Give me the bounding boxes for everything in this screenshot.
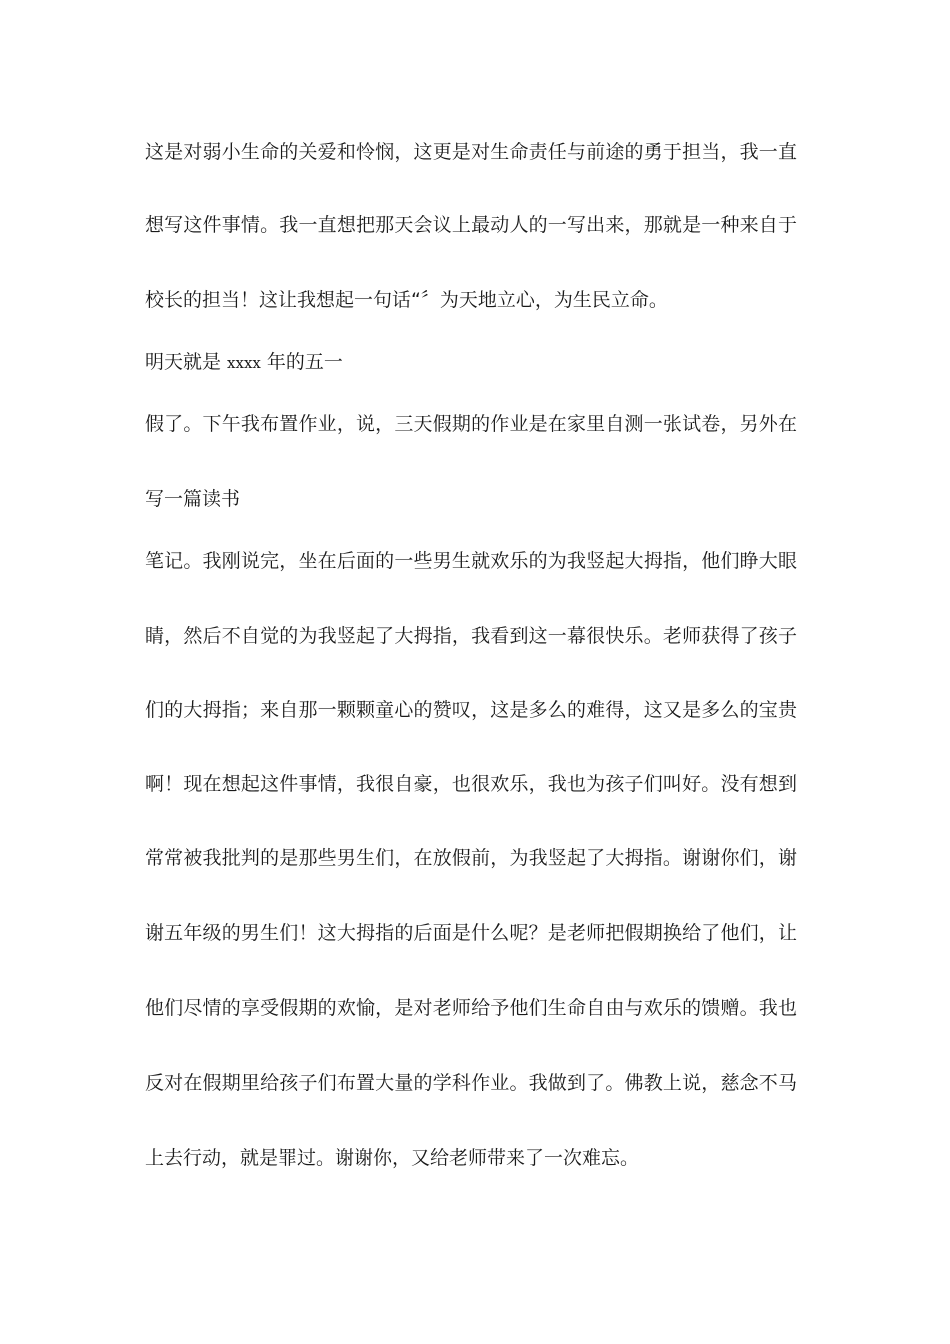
paragraph-line: 这是对弱小生命的关爱和怜悯，这更是对生命责任与前途的勇于担当，我一直 xyxy=(145,141,797,163)
date-suffix: 年的五一 xyxy=(260,351,343,373)
paragraph-line: 反对在假期里给孩子们布置大量的学科作业。我做到了。佛教上说，慈念不马 xyxy=(145,1072,797,1094)
paragraph-line: 他们尽情的享受假期的欢愉，是对老师给予他们生命自由与欢乐的馈赠。我也 xyxy=(145,997,797,1019)
paragraph-line: 啊！现在想起这件事情，我很自豪，也很欢乐，我也为孩子们叫好。没有想到 xyxy=(145,773,797,795)
paragraph-line: 笔记。我刚说完，坐在后面的一些男生就欢乐的为我竖起大拇指，他们睁大眼 xyxy=(145,550,797,572)
paragraph-line: 校长的担当！这让我想起一句话“〞为天地立心，为生民立命。 xyxy=(145,289,668,311)
paragraph-line: 谢五年级的男生们！这大拇指的后面是什么呢？是老师把假期换给了他们，让 xyxy=(145,922,797,944)
paragraph-line xyxy=(145,350,797,375)
paragraph-line: 假了。下午我布置作业，说，三天假期的作业是在家里自测一张试卷，另外在 xyxy=(145,413,797,435)
date-prefix: 明天就是 xyxy=(145,351,228,373)
paragraph-line: 写一篇读书 xyxy=(145,488,241,510)
year-placeholder: xxxx xyxy=(227,354,261,372)
paragraph-line: 想写这件事情。我一直想把那天会议上最动人的一写出来，那就是一种来自于 xyxy=(145,214,797,236)
paragraph-line: 们的大拇指；来自那一颗颗童心的赞叹，这是多么的难得，这又是多么的宝贵 xyxy=(145,699,797,721)
paragraph-line: 睛，然后不自觉的为我竖起了大拇指，我看到这一幕很快乐。老师获得了孩子 xyxy=(145,625,797,647)
paragraph-line: 常常被我批判的是那些男生们，在放假前，为我竖起了大拇指。谢谢你们，谢 xyxy=(145,847,797,869)
paragraph-line: 上去行动，就是罪过。谢谢你，又给老师带来了一次难忘。 xyxy=(145,1147,640,1169)
